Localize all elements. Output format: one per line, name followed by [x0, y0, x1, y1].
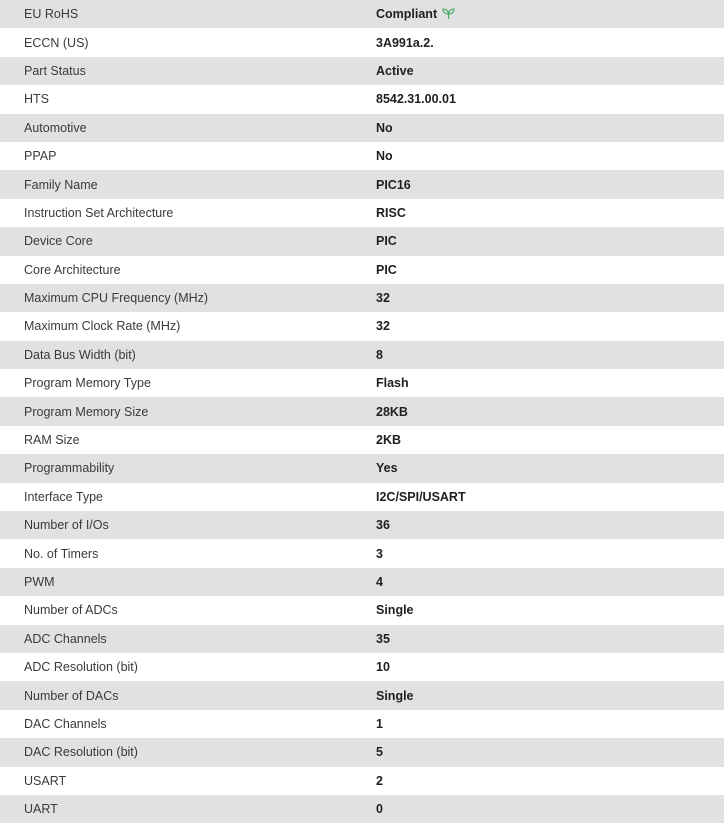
- table-row: [0, 227, 724, 255]
- spec-value: PIC16: [376, 177, 411, 192]
- spec-value: PIC: [376, 262, 397, 277]
- spec-value: 8542.31.00.01: [376, 92, 456, 107]
- spec-value: Active: [376, 63, 414, 78]
- spec-name: ECCN (US): [24, 35, 89, 50]
- spec-name: Number of DACs: [24, 688, 119, 703]
- spec-name: Interface Type: [24, 489, 103, 504]
- table-row: [0, 426, 724, 454]
- spec-value: I2C/SPI/USART: [376, 489, 466, 504]
- spec-name: EU RoHS: [24, 7, 79, 22]
- spec-value: 0: [376, 802, 383, 817]
- spec-name: PPAP: [24, 149, 57, 164]
- table-row: [0, 170, 724, 198]
- table-row: [0, 795, 724, 823]
- spec-value: 28KB: [376, 404, 408, 419]
- table-row: [0, 767, 724, 795]
- spec-name: Program Memory Type: [24, 376, 151, 391]
- spec-value: 36: [376, 518, 390, 533]
- spec-value: Flash: [376, 376, 409, 391]
- table-row: [0, 539, 724, 567]
- spec-value: No: [376, 149, 393, 164]
- spec-value: 3A991a.2.: [376, 35, 434, 50]
- spec-value: 8: [376, 347, 383, 362]
- spec-value: PIC: [376, 234, 397, 249]
- spec-name: Device Core: [24, 234, 93, 249]
- leaf-icon: [442, 8, 455, 20]
- table-row: [0, 114, 724, 142]
- spec-name: ADC Channels: [24, 631, 107, 646]
- table-row: [0, 454, 724, 482]
- table-row: [0, 625, 724, 653]
- spec-name: Number of I/Os: [24, 518, 109, 533]
- spec-value: 3: [376, 546, 383, 561]
- spec-value: 35: [376, 631, 390, 646]
- table-row: [0, 738, 724, 766]
- spec-name: Automotive: [24, 120, 87, 135]
- spec-value: 32: [376, 319, 390, 334]
- spec-name: Program Memory Size: [24, 404, 149, 419]
- spec-name: HTS: [24, 92, 49, 107]
- table-row: [0, 483, 724, 511]
- spec-name: Number of ADCs: [24, 603, 118, 618]
- spec-value: 10: [376, 660, 390, 675]
- table-row: [0, 397, 724, 425]
- spec-value: Single: [376, 603, 414, 618]
- spec-value: Yes: [376, 461, 398, 476]
- spec-name: DAC Resolution (bit): [24, 745, 138, 760]
- spec-name: RAM Size: [24, 433, 80, 448]
- spec-name: Core Architecture: [24, 262, 121, 277]
- spec-value: 2: [376, 773, 383, 788]
- spec-name: Data Bus Width (bit): [24, 347, 136, 362]
- spec-name: PWM: [24, 575, 55, 589]
- spec-value: Single: [376, 688, 414, 703]
- spec-name: Family Name: [24, 177, 98, 192]
- spec-value: 4: [376, 575, 383, 589]
- spec-value: 1: [376, 716, 383, 731]
- spec-name: Maximum CPU Frequency (MHz): [24, 291, 209, 306]
- table-row: [0, 341, 724, 369]
- spec-name: Part Status: [24, 63, 86, 78]
- table-row: [0, 681, 724, 709]
- table-row: [0, 85, 724, 113]
- spec-name: USART: [24, 773, 67, 788]
- table-row: [0, 568, 724, 596]
- table-row: [0, 710, 724, 738]
- spec-value: 2KB: [376, 433, 402, 448]
- spec-value: [376, 0, 724, 28]
- spec-value-text: Compliant: [376, 7, 438, 22]
- table-row: [0, 256, 724, 284]
- table-row: [0, 284, 724, 312]
- spec-value: 5: [376, 745, 383, 760]
- table-row: [0, 28, 724, 56]
- spec-value: RISC: [376, 205, 406, 220]
- table-row: [0, 312, 724, 340]
- spec-name: ADC Resolution (bit): [24, 660, 138, 675]
- table-row: [0, 596, 724, 624]
- spec-name: Programmability: [24, 461, 115, 476]
- table-row: [0, 57, 724, 85]
- spec-name: Maximum Clock Rate (MHz): [24, 319, 181, 334]
- spec-name: Instruction Set Architecture: [24, 205, 174, 220]
- spec-name: UART: [24, 802, 58, 817]
- table-row: [0, 653, 724, 681]
- table-row: [0, 0, 724, 28]
- spec-name: DAC Channels: [24, 716, 107, 731]
- table-row: [0, 142, 724, 170]
- spec-name: No. of Timers: [24, 546, 99, 561]
- table-row: [0, 199, 724, 227]
- spec-value: No: [376, 120, 393, 135]
- spec-value: 32: [376, 291, 390, 306]
- table-row: [0, 511, 724, 539]
- table-row: [0, 369, 724, 397]
